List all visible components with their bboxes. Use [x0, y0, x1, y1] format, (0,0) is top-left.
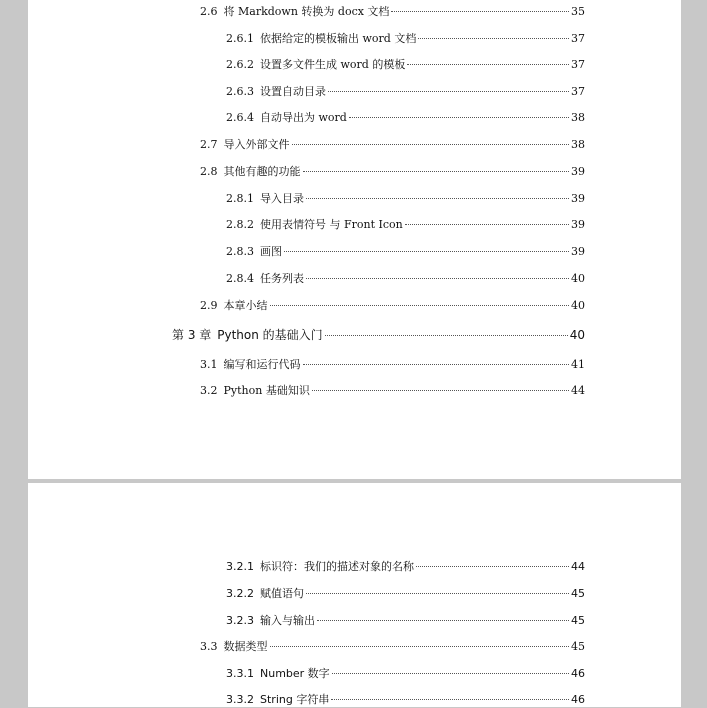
toc-entry-number: 3.2	[200, 384, 218, 397]
toc-entry-page: 40	[571, 272, 585, 285]
toc-entry-page: 45	[571, 640, 585, 653]
toc-entry[interactable]	[226, 217, 585, 233]
toc-entry[interactable]	[200, 383, 585, 399]
toc-entry-number: 第 3 章	[172, 328, 212, 342]
toc-leader-dots	[332, 673, 569, 674]
toc-entry[interactable]	[226, 191, 585, 207]
toc-entry-number: 2.8	[200, 165, 218, 178]
toc-entry-number: 3.3.2	[226, 693, 254, 706]
toc-entry-page: 39	[571, 218, 585, 231]
toc-entry[interactable]	[226, 666, 585, 682]
toc-entry-title: 使用表情符号 与 Front Icon	[260, 218, 403, 231]
toc-entry-title: 赋值语句	[260, 587, 304, 600]
toc-entry-number: 2.6.3	[226, 85, 254, 98]
document-page-2	[28, 483, 681, 707]
toc-entry[interactable]	[226, 110, 585, 126]
toc-entry-page: 39	[571, 192, 585, 205]
toc-leader-dots	[270, 305, 570, 306]
toc-leader-dots	[306, 593, 569, 594]
toc-entry-title: 标识符：我们的描述对象的名称	[260, 560, 414, 573]
toc-entry-title: 数据类型	[223, 640, 268, 653]
toc-entry-page: 45	[571, 587, 585, 600]
toc-entry-page: 46	[571, 667, 585, 680]
toc-entry-page: 37	[571, 58, 585, 71]
toc-entry-number: 2.8.3	[226, 245, 254, 258]
toc-leader-dots	[349, 117, 569, 118]
toc-entry[interactable]	[226, 84, 585, 100]
toc-entry-page: 45	[571, 614, 585, 627]
toc-entry-title: 设置多文件生成 word 的模板	[260, 58, 406, 71]
toc-leader-dots	[317, 620, 569, 621]
toc-entry-number: 2.7	[200, 138, 218, 151]
toc-entry[interactable]	[226, 692, 585, 708]
toc-leader-dots	[418, 38, 569, 39]
toc-entry[interactable]	[200, 357, 585, 373]
toc-entry-title: Number 数字	[260, 667, 330, 680]
toc-entry-title: 本章小结	[223, 299, 268, 312]
toc-entry[interactable]	[226, 244, 585, 260]
toc-entry-number: 3.1	[200, 358, 218, 371]
toc-entry-page: 44	[571, 560, 585, 573]
toc-entry[interactable]	[226, 57, 585, 73]
toc-leader-dots	[303, 364, 570, 365]
toc-leader-dots	[325, 335, 568, 336]
toc-entry-title: 设置自动目录	[260, 85, 326, 98]
toc-entry-number: 3.3	[200, 640, 218, 653]
toc-entry-title: 导入外部文件	[223, 138, 290, 151]
toc-entry-page: 37	[571, 85, 585, 98]
toc-entry-number: 3.2.1	[226, 560, 254, 573]
toc-leader-dots	[306, 198, 569, 199]
toc-entry-title: String 字符串	[260, 693, 330, 706]
toc-leader-dots	[331, 699, 569, 700]
document-page-1	[28, 0, 681, 479]
toc-entry-number: 3.3.1	[226, 667, 254, 680]
toc-leader-dots	[284, 251, 569, 252]
toc-entry[interactable]	[200, 137, 585, 153]
toc-entry-page: 39	[571, 245, 585, 258]
toc-entry-number: 2.8.4	[226, 272, 254, 285]
toc-entry-title: Python 的基础入门	[217, 328, 323, 342]
toc-entry-number: 2.6.2	[226, 58, 254, 71]
toc-chapter-entry[interactable]	[172, 327, 585, 343]
toc-entry-title: 导入目录	[260, 192, 304, 205]
toc-entry-title: 任务列表	[260, 272, 304, 285]
toc-entry-page: 46	[571, 693, 585, 706]
toc-entry-number: 2.9	[200, 299, 218, 312]
toc-entry-title: 其他有趣的功能	[223, 165, 301, 178]
toc-entry-page: 40	[571, 299, 585, 312]
toc-entry-title: 画图	[260, 245, 282, 258]
toc-entry-number: 2.8.2	[226, 218, 254, 231]
toc-entry[interactable]	[200, 298, 585, 314]
toc-entry-number: 2.6	[200, 5, 218, 18]
toc-entry-page: 38	[571, 138, 585, 151]
toc-leader-dots	[303, 171, 570, 172]
toc-entry-page: 38	[571, 111, 585, 124]
toc-entry-page: 39	[571, 165, 585, 178]
toc-entry[interactable]	[200, 164, 585, 180]
toc-leader-dots	[312, 390, 569, 391]
toc-entry-title: 输入与输出	[260, 614, 315, 627]
toc-entry[interactable]	[200, 639, 585, 655]
toc-leader-dots	[306, 278, 569, 279]
toc-entry-number: 2.6.1	[226, 32, 254, 45]
toc-entry-number: 2.8.1	[226, 192, 254, 205]
toc-entry-page: 37	[571, 32, 585, 45]
toc-entry[interactable]	[226, 559, 585, 575]
toc-leader-dots	[416, 566, 569, 567]
toc-leader-dots	[270, 646, 570, 647]
toc-entry-number: 3.2.3	[226, 614, 254, 627]
toc-entry-number: 2.6.4	[226, 111, 254, 124]
toc-entry-number: 3.2.2	[226, 587, 254, 600]
toc-leader-dots	[407, 64, 569, 65]
toc-leader-dots	[391, 11, 569, 12]
toc-entry-page: 41	[571, 358, 585, 371]
toc-leader-dots	[292, 144, 570, 145]
toc-entry-title: Python 基础知识	[223, 384, 310, 397]
toc-entry[interactable]	[226, 31, 585, 47]
toc-entry[interactable]	[226, 586, 585, 602]
toc-entry-title: 自动导出为 word	[260, 111, 347, 124]
toc-entry-page: 40	[569, 328, 585, 342]
toc-entry-page: 35	[571, 5, 585, 18]
toc-leader-dots	[328, 91, 569, 92]
toc-entry[interactable]	[226, 613, 585, 629]
toc-entry-title: 依据给定的模板输出 word 文档	[260, 32, 417, 45]
toc-leader-dots	[405, 224, 569, 225]
toc-entry-page: 44	[571, 384, 585, 397]
toc-entry-title: 将 Markdown 转换为 docx 文档	[223, 5, 390, 18]
toc-entry[interactable]	[226, 271, 585, 287]
toc-entry-title: 编写和运行代码	[223, 358, 301, 371]
toc-entry[interactable]	[200, 4, 585, 20]
